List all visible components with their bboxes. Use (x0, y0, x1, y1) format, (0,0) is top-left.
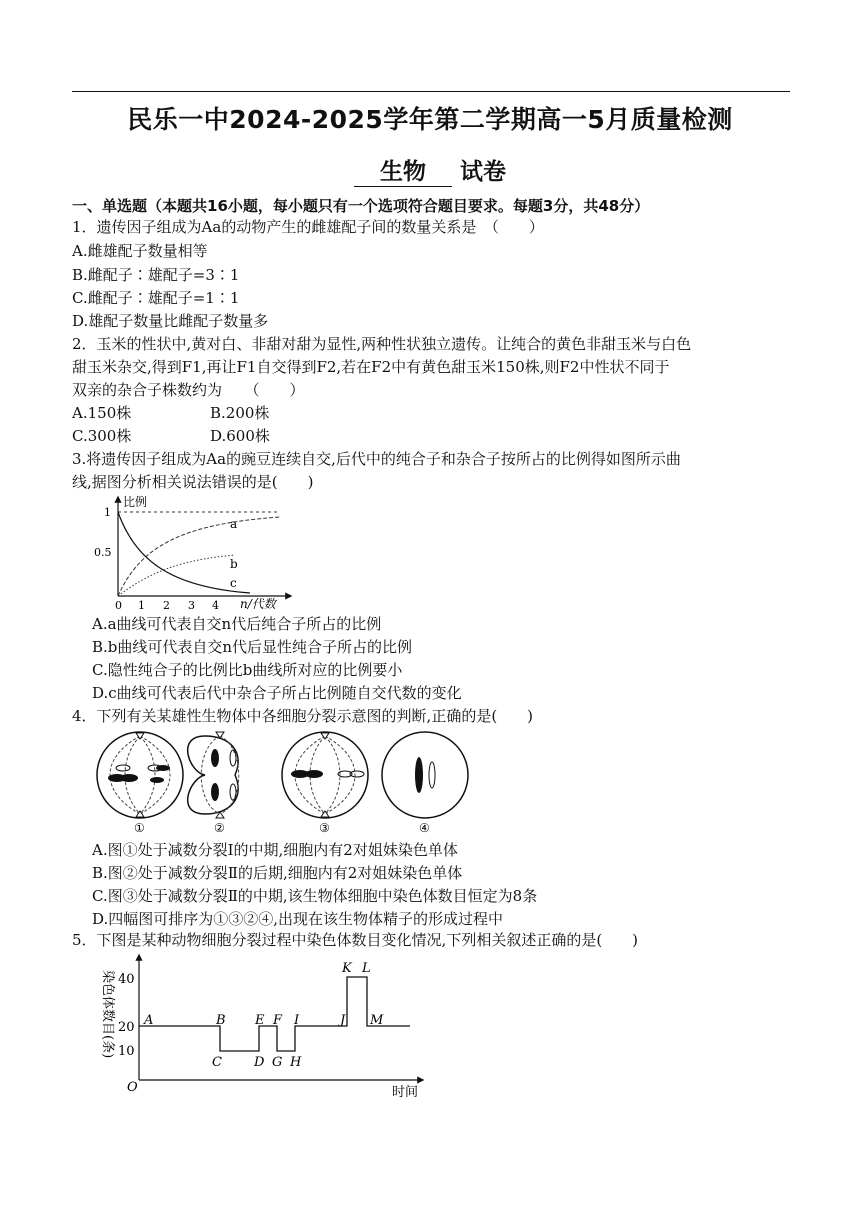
point-label-f: F (273, 1013, 283, 1028)
point-label-m: M (370, 1013, 384, 1028)
cell-diagram-4 (382, 732, 468, 818)
section-heading: 一、单选题（本题共16小题，每小题只有一个选项符合题目要求。每题3分，共48分） (72, 197, 650, 215)
y-tick: 1 (104, 506, 111, 519)
subject-suffix: 试卷 (460, 159, 506, 185)
curve-label-c: c (230, 576, 237, 590)
x-tick: 3 (188, 599, 195, 612)
q1-option-b: B.雌配子∶雄配子=3∶1 (72, 266, 240, 284)
q1-option-a: A.雌雄配子数量相等 (72, 242, 208, 260)
origin-label: O (127, 1080, 138, 1095)
point-label-d: D (254, 1055, 265, 1070)
q4-option-b: B.图②处于减数分裂Ⅱ的后期,细胞内有2对姐妹染色单体 (92, 864, 463, 882)
q4-option-c: C.图③处于减数分裂Ⅱ的中期,该生物体细胞中染色体数目恒定为8条 (92, 887, 538, 905)
x-axis-label: 时间 (392, 1085, 419, 1100)
exam-subtitle (0, 153, 860, 187)
q3-stem-line: 3.将遗传因子组成为Aa的豌豆连续自交,后代中的纯合子和杂合子按所占的比例得如图所示曲 (72, 450, 681, 468)
q1-option-d: D.雄配子数量比雌配子数量多 (72, 312, 269, 330)
figure-label-1: ① (134, 821, 145, 835)
y-axis-label: 比例 (123, 495, 148, 509)
q3-option-a: A.a曲线可代表自交n代后纯合子所占的比例 (92, 615, 382, 633)
q2-stem-line: 2．玉米的性状中,黄对白、非甜对甜为显性,两种性状独立遗传。让纯合的黄色非甜玉米与白色 (72, 335, 692, 353)
x-axis-label: n/代数 (240, 597, 276, 611)
point-label-g: G (272, 1055, 283, 1070)
point-label-b: B (216, 1013, 226, 1028)
q2-option-c: C.300株 (72, 427, 132, 445)
x-tick: 0 (115, 599, 122, 612)
figure-label-4: ④ (419, 821, 430, 835)
point-label-h: H (290, 1055, 302, 1070)
q3-option-d: D.c曲线可代表后代中杂合子所占比例随自交代数的变化 (92, 684, 462, 702)
q5-stem: 5．下图是某种动物细胞分裂过程中染色体数目变化情况,下列相关叙述正确的是( ) (72, 931, 639, 949)
subject-name: 生物 (354, 153, 452, 187)
point-label-c: C (212, 1055, 222, 1070)
point-label-e: E (255, 1013, 265, 1028)
y-axis-label: 染色体数目(条) (100, 970, 115, 1059)
point-label-j: J (340, 1013, 346, 1028)
curve-label-a: a (230, 517, 238, 531)
x-tick: 4 (212, 599, 219, 612)
q2-stem-line: 双亲的杂合子株数约为 （ ） (72, 381, 305, 399)
point-label-k: K (342, 961, 352, 976)
q2-option-a: A.150株 (72, 404, 132, 422)
y-tick: 20 (118, 1020, 135, 1035)
figure-label-3: ③ (319, 821, 330, 835)
y-tick: 10 (118, 1044, 135, 1059)
q4-option-a: A.图①处于减数分裂Ⅰ的中期,细胞内有2对姐妹染色单体 (92, 841, 458, 859)
point-label-a: A (144, 1013, 154, 1028)
point-label-l: L (362, 961, 371, 976)
exam-title: 民乐一中2024-2025学年第二学期高一5月质量检测 (127, 105, 733, 134)
q5-chromosome-graph (92, 950, 432, 1100)
q1-option-c: C.雌配子∶雄配子=1∶1 (72, 289, 240, 307)
curve-b (118, 555, 235, 596)
q2-option-d: D.600株 (210, 427, 270, 445)
q3-stem-line: 线,据图分析相关说法错误的是( ) (72, 473, 314, 491)
point-label-i: I (294, 1013, 300, 1028)
cell-diagram-3 (282, 732, 368, 818)
q3-curve-graph (90, 492, 300, 614)
x-tick: 1 (138, 599, 145, 612)
figure-label-2: ② (214, 821, 225, 835)
curve-label-b: b (230, 557, 238, 571)
y-tick: 0.5 (94, 546, 112, 559)
q3-option-c: C.隐性纯合子的比例比b曲线所对应的比例要小 (92, 661, 403, 679)
cell-diagram-1 (97, 732, 183, 818)
q1-stem: 1．遗传因子组成为Aa的动物产生的雌雄配子间的数量关系是 （ ） (72, 218, 544, 236)
q4-cell-diagrams (95, 728, 475, 836)
y-tick: 40 (118, 972, 135, 987)
header-rule (72, 91, 790, 92)
q2-option-b: B.200株 (210, 404, 270, 422)
cell-diagram-2 (188, 732, 239, 818)
q4-stem: 4．下列有关某雄性生物体中各细胞分裂示意图的判断,正确的是( ) (72, 707, 534, 725)
x-tick: 2 (163, 599, 170, 612)
q4-option-d: D.四幅图可排序为①③②④,出现在该生物体精子的形成过程中 (92, 910, 504, 928)
q2-stem-line: 甜玉米杂交,得到F1,再让F1自交得到F2,若在F2中有黄色甜玉米150株,则F2中性状不同于 (72, 358, 670, 376)
q3-option-b: B.b曲线可代表自交n代后显性纯合子所占的比例 (92, 638, 413, 656)
